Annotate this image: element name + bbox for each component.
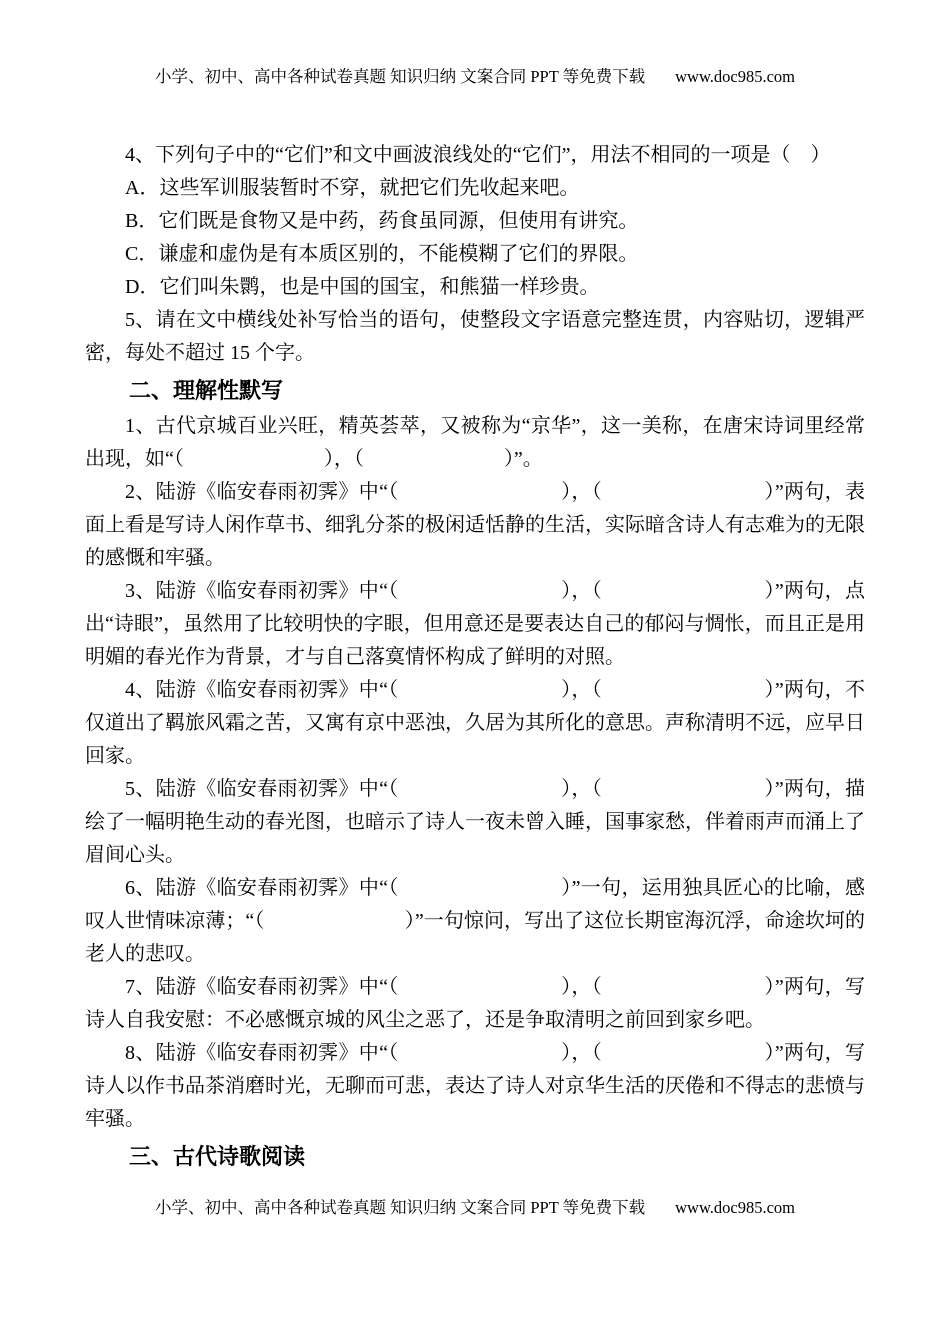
question-4-stem: 4、下列句子中的“它们”和文中画波浪线处的“它们”，用法不相同的一项是（ ）	[125, 144, 831, 166]
dictation-item-6: 6、陆游《临安春雨初霁》中“（ ）”一句，运用独具匠心的比喻，感叹人世情味凉薄；“（ ）”一句惊问，写出了这位长期宦海沉浮，命途坎坷的老人的悲叹。	[85, 877, 865, 965]
footer-url-link[interactable]: www.doc985.com	[675, 1198, 796, 1217]
section-3-heading: 三、古代诗歌阅读	[129, 1144, 306, 1169]
question-4-option-c: C．谦虚和虚伪是有本质区别的，不能模糊了它们的界限。	[125, 243, 639, 265]
question-4-option-d: D．它们叫朱鹮，也是中国的国宝，和熊猫一样珍贵。	[125, 276, 600, 298]
document-content	[85, 139, 865, 1176]
dictation-item-5: 5、陆游《临安春雨初霁》中“（ ），（ ）”两句，描绘了一幅明艳生动的春光图，也暗示了诗人一夜未曾入睡，国事家愁，伴着雨声而涌上了眉间心头。	[85, 778, 865, 866]
dictation-item-3: 3、陆游《临安春雨初霁》中“（ ），（ ）”两句，点出“诗眼”，虽然用了比较明快的字眼，但用意还是要表达自己的郁闷与惆怅，而且正是用明媚的春光作为背景，才与自己落寞情怀构成了鲜明的对照。	[85, 580, 865, 668]
dictation-item-4: 4、陆游《临安春雨初霁》中“（ ），（ ）”两句，不仅道出了羁旅风霜之苦，又寓有京中恶浊，久居为其所化的意思。声称清明不远，应早日回家。	[85, 679, 865, 767]
header-url-link[interactable]: www.doc985.com	[675, 67, 796, 86]
footer-text: 小学、初中、高中各种试卷真题 知识归纳 文案合同 PPT 等免费下载	[154, 1198, 646, 1217]
section-2-heading: 二、理解性默写	[129, 378, 284, 403]
question-4-option-a: A．这些军训服装暂时不穿，就把它们先收起来吧。	[125, 177, 580, 199]
question-4-option-b: B．它们既是食物又是中药，药食虽同源，但使用有讲究。	[125, 210, 639, 232]
dictation-item-7: 7、陆游《临安春雨初霁》中“（ ），（ ）”两句，写诗人自我安慰：不必感慨京城的风尘之恶了，还是争取清明之前回到家乡吧。	[85, 976, 865, 1031]
page-header	[0, 66, 950, 88]
question-5-stem: 5、请在文中横线处补写恰当的语句，使整段文字语意完整连贯，内容贴切，逻辑严密，每处不超过 15 个字。	[85, 309, 865, 364]
page-footer	[0, 1197, 950, 1219]
dictation-item-1: 1、古代京城百业兴旺，精英荟萃，又被称为“京华”，这一美称，在唐宋诗词里经常出现，如“（ ），（ ）”。	[85, 415, 865, 470]
header-text: 小学、初中、高中各种试卷真题 知识归纳 文案合同 PPT 等免费下载	[154, 67, 646, 86]
dictation-item-2: 2、陆游《临安春雨初霁》中“（ ），（ ）”两句，表面上看是写诗人闲作草书、细乳分茶的极闲适恬静的生活，实际暗含诗人有志难为的无限的感慨和牢骚。	[85, 481, 865, 569]
dictation-item-8: 8、陆游《临安春雨初霁》中“（ ），（ ）”两句，写诗人以作书品茶消磨时光，无聊而可悲，表达了诗人对京华生活的厌倦和不得志的悲愤与牢骚。	[85, 1042, 865, 1130]
